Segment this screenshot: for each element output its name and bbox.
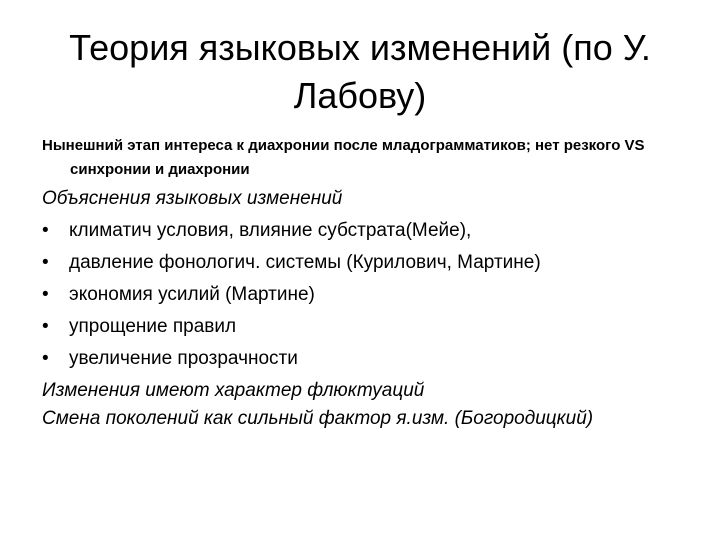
bullet-text: увеличение прозрачности bbox=[69, 348, 298, 369]
fluctuation-note: Изменения имеют характер флюктуаций bbox=[42, 380, 425, 401]
bullet-marker: • bbox=[42, 348, 49, 369]
generation-note: Смена поколений как сильный фактор я.изм. (Богородицкий) bbox=[42, 408, 594, 429]
bullet-marker: • bbox=[42, 252, 49, 273]
bullet-text: климатич условия, влияние субстрата(Мейе), bbox=[69, 220, 472, 241]
slide-body bbox=[42, 134, 682, 430]
bullet-marker: • bbox=[42, 220, 49, 241]
bullet-text: экономия усилий (Мартине) bbox=[69, 284, 315, 305]
bullet-text: давление фонологич. системы (Курилович, Мартине) bbox=[69, 252, 541, 273]
bullet-item-economy bbox=[42, 283, 682, 306]
bullet-item-transparency bbox=[42, 347, 682, 370]
bullet-text: упрощение правил bbox=[69, 316, 237, 337]
bullet-marker: • bbox=[42, 284, 49, 305]
bullet-item-simplification bbox=[42, 315, 682, 338]
slide-title: Теория языковых изменений (по У. Лабову) bbox=[69, 27, 651, 116]
bullet-item-climate bbox=[42, 219, 682, 242]
bullet-item-phonology bbox=[42, 251, 682, 274]
intro-text: Нынешний этап интереса к диахронии после младограмматиков; нет резкого VS синхронии и диахронии bbox=[42, 137, 645, 178]
section-heading: Объяснения языковых изменений bbox=[42, 188, 343, 209]
bullet-marker: • bbox=[42, 316, 49, 337]
